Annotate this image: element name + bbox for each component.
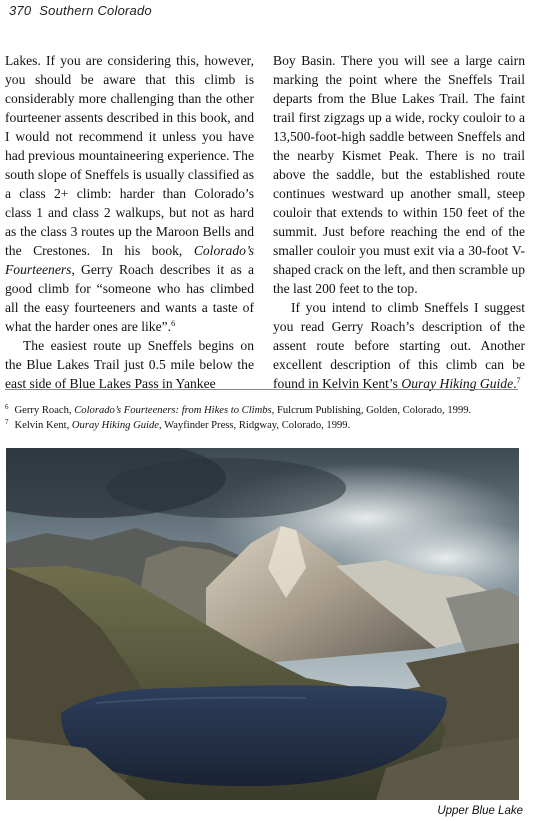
book-title: Colorado’s Fourteeners: from Hikes to Climbs (74, 405, 272, 416)
footnote-6 (5, 403, 525, 418)
footnotes (5, 403, 525, 433)
right-paragraph-1: Boy Basin. There you will see a large cairn marking the point where the Sneffels Trail departs from the Blue Lakes Trail. The faint trail first zigzags up a wide, rocky couloir to a 13,500-foot-high saddle between Sneffels and the nearby Kismet Peak. There is no trail above the saddle, but the established route continues westward up another small, steep couloir that extends to within 150 feet of the summit. Just before reaching the end of the smaller couloir you must exit via a 30-foot V-shaped crack on the left, and then scramble up the last 200 feet to the top. (273, 53, 525, 296)
text-run: If you intend to climb Sneffels I suggest you read Gerry Roach’s description of the assent route before starting out. Another excellent description of this climb can be found in Kelvin Kent’s (273, 300, 525, 391)
text-run: , Wayfinder Press, Ridgway, Colorado, 1999. (158, 420, 351, 431)
footnote-number: 7 (5, 418, 9, 426)
text-run: Gerry Roach, (14, 405, 75, 416)
right-paragraph-2 (273, 298, 525, 393)
photo-caption: Upper Blue Lake (437, 805, 523, 817)
right-column (273, 51, 525, 393)
lake-photo (6, 448, 519, 800)
book-title: Ouray Hiking Guide (71, 420, 159, 431)
mountain-lake-illustration (6, 448, 519, 800)
text-run: Kelvin Kent, (14, 420, 72, 431)
footnote-divider (5, 389, 518, 390)
footnote-7 (5, 418, 525, 433)
footnote-ref: 6 (171, 319, 176, 328)
text-run: . (513, 376, 517, 391)
text-run: , Fulcrum Publishing, Golden, Colorado, 1999. (271, 405, 472, 416)
footnote-ref: 7 (516, 376, 521, 385)
book-title: Colorado’s Fourteeners (5, 243, 254, 277)
left-column (5, 51, 254, 393)
footnote-number: 6 (5, 403, 9, 411)
text-run: Lakes. If you are considering this, however, you should be aware that this climb is considerably more challenging than the other fourteener assents described in this book, and I would not recommend it unless you have had previous mountaineering experience. The south slope of Sneffels is usually classified as a class 2+ climb: harder than Colorado’s class 1 and class 2 walkups, but not as hard as the class 3 routes up the Maroon Bells and the Crestones. In his book, (5, 53, 254, 258)
book-title: Ouray Hiking Guide (401, 376, 514, 391)
running-header (9, 3, 152, 18)
page-number: 370 (9, 3, 32, 18)
left-paragraph-1 (5, 51, 254, 336)
section-title: Southern Colorado (39, 3, 152, 18)
text-run: , Gerry Roach describes it as a good climb for “someone who has climbed all the easy fourteeners and wants a taste of what the harder ones are like”. (5, 262, 254, 334)
left-paragraph-2: The easiest route up Sneffels begins on the Blue Lakes Trail just 0.5 mile below the east side of Blue Lakes Pass in Yankee (5, 338, 254, 391)
